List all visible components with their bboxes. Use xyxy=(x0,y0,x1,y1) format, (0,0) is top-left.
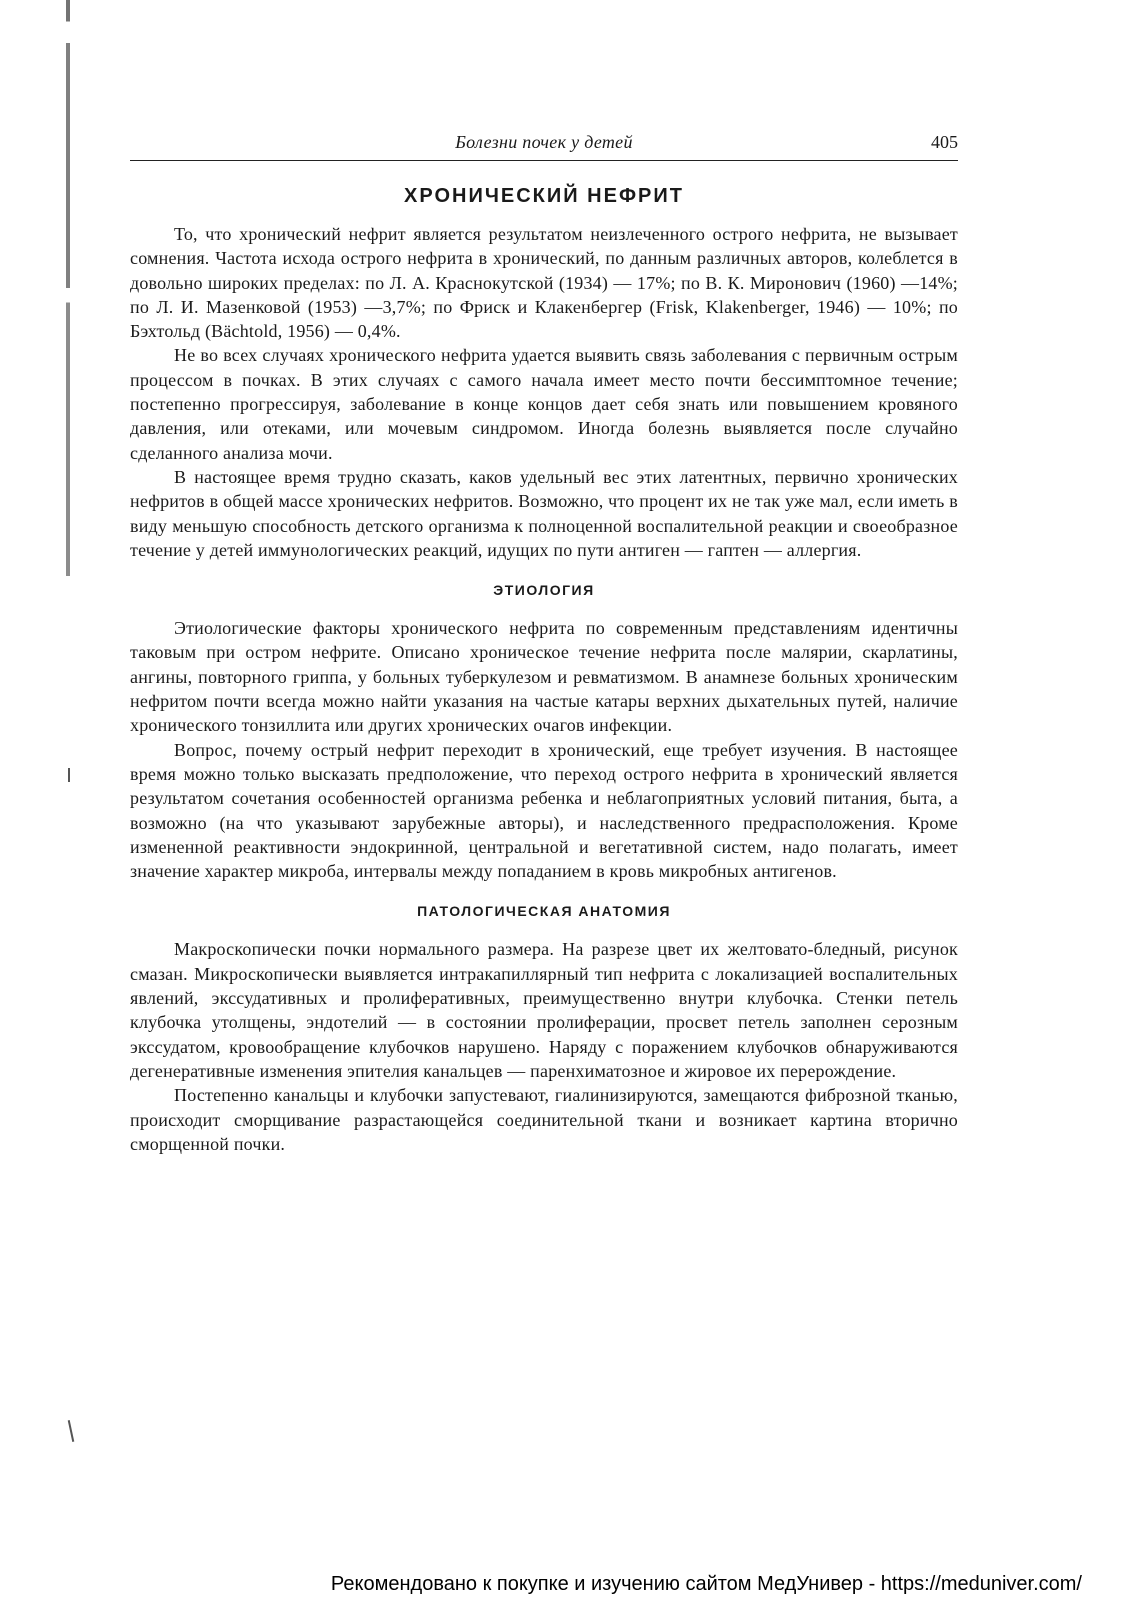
paragraph: Этиологические факторы хронического нефрита по современным представлениям идентичны таковым при остром нефрите. Описано хроническое течение нефрита после малярии, скарлатины, ангины, повторного гриппа, у больных туберкулезом и ревматизмом. В анамнезе больных хроническим нефритом почти всегда можно найти указания на частые катары верхних дыхательных путей, наличие хронического тонзиллита или других хронических очагов инфекции. xyxy=(130,618,958,736)
margin-mark xyxy=(68,768,70,782)
paragraph: Макроскопически почки нормального размера. На разрезе цвет их желтовато-бледный, рисунок смазан. Микроскопически выявляется интракапиллярный тип нефрита с локализацией воспалительных явлений, экссудативных и пролиферативных, преимущественно внутри клубочка. Стенки петель клубочка утолщены, эндотелий — в состоянии пролиферации, просвет петель заполнен серозным экссудатом, кровообращение клубочков нарушено. Наряду с поражением клубочков обнаруживаются дегенеративные изменения эпителия канальцев — паренхиматозное и жировое их перерождение. xyxy=(130,939,958,1081)
section-heading-pathology: ПАТОЛОГИЧЕСКАЯ АНАТОМИЯ xyxy=(417,903,671,920)
article-body xyxy=(130,185,958,1156)
binding-shadow xyxy=(66,0,70,720)
section-heading-etiology: ЭТИОЛОГИЯ xyxy=(493,582,595,599)
paragraph: Не во всех случаях хронического нефрита удается выявить связь заболевания с первичным острым процессом в почках. В этих случаях с самого начала имеет место почти бессимптомное течение; постепенно прогрессируя, заболевание в конце концов дает себя знать или повышением кровяного давления, или отеками, или мочевым синдромом. Иногда болезнь выявляется после случайно сделанного анализа мочи. xyxy=(130,345,958,463)
chapter-title: ХРОНИЧЕСКИЙ НЕФРИТ xyxy=(404,185,684,207)
running-title: Болезни почек у детей xyxy=(455,132,633,152)
paragraph: Постепенно канальцы и клубочки запустевают, гиалинизируются, замещаются фиброзной тканью, происходит сморщивание разрастающейся соединительной ткани и возникает картина вторично сморщенной почки. xyxy=(130,1085,958,1154)
running-head xyxy=(130,132,958,156)
page-number: 405 xyxy=(931,132,958,152)
header-rule xyxy=(130,160,958,161)
margin-mark xyxy=(68,1420,75,1442)
paragraph: То, что хронический нефрит является результатом неизлеченного острого нефрита, не вызывает сомнения. Частота исхода острого нефрита в хронический, по данным различных авторов, колеблется в довольно широких пределах: по Л. А. Краснокутской (1934) — 17%; по В. К. Миронович (1960) —14%; по Л. И. Мазенковой (1953) —3,7%; по Фриск и Клакенбергер (Frisk, Klakenberger, 1946) — 10%; по Бэхтольд (Bächtold, 1956) — 0,4%. xyxy=(130,224,958,342)
paragraph: В настоящее время трудно сказать, каков удельный вес этих латентных, первично хронических нефритов в общей массе хронических нефритов. Возможно, что процент их не так уже мал, если иметь в виду меньшую способность детского организма к полноценной воспалительной реакции и своеобразное течение у детей иммунологических реакций, идущих по пути антиген — гаптен — аллергия. xyxy=(130,466,958,560)
footer-watermark-text: Рекомендовано к покупке и изучению сайтом МедУнивер - https://meduniver.com/ xyxy=(330,1573,1082,1595)
paragraph: Вопрос, почему острый нефрит переходит в хронический, еще требует изучения. В настоящее время можно только высказать предположение, что переход острого нефрита в хронический является результатом сочетания особенностей организма ребенка и неблагоприятных условий питания, быта, а возможно (на что указывают зарубежные авторы), и наследственного предрасположения. Кроме измененной реактивности эндокринной, центральной и вегетативной систем, надо полагать, имеет значение характер микроба, интервалы между попаданием в кровь микробных антигенов. xyxy=(130,739,958,882)
